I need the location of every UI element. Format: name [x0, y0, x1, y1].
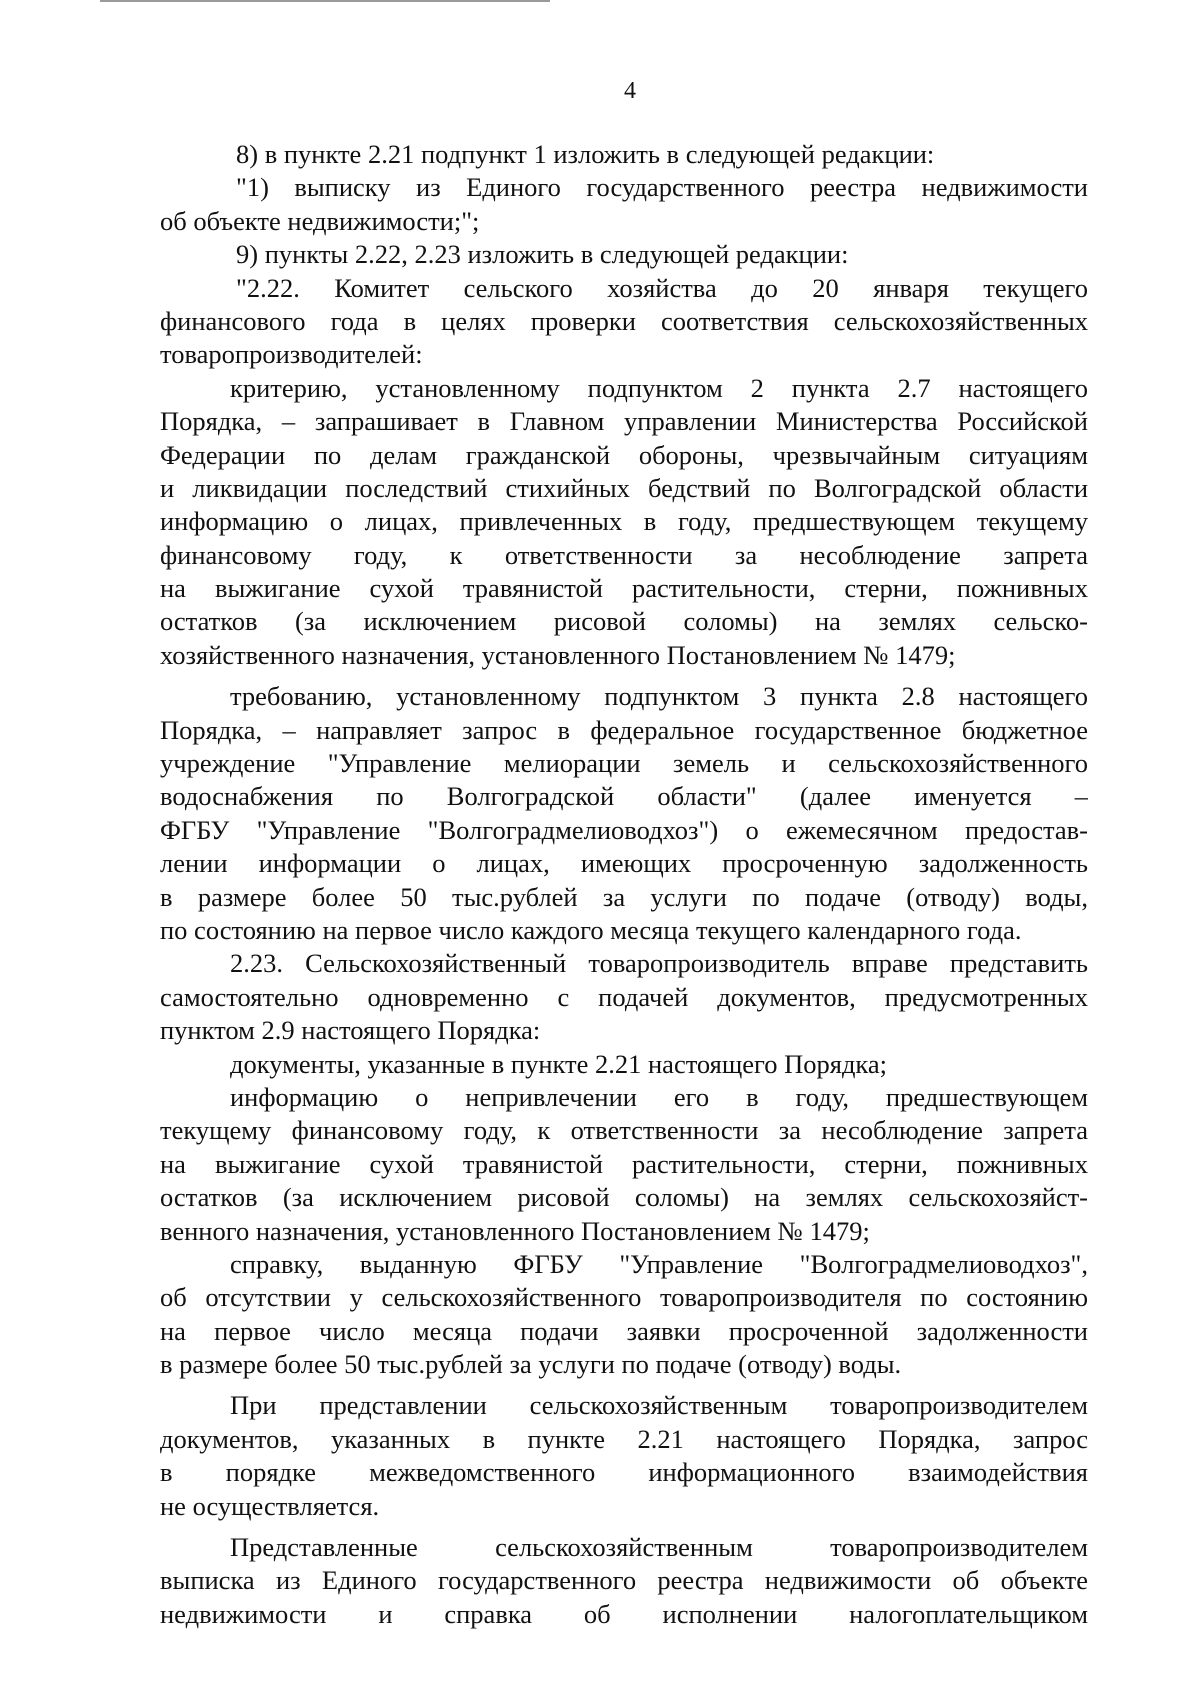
text-line: 8) в пункте 2.21 подпункт 1 изложить в следующей редакции: [236, 139, 935, 169]
text-line: в размере более 50 тыс.рублей за услуги по подаче (отводу) воды, [160, 881, 1088, 912]
text-line: Федерации по делам гражданской обороны, чрезвычайным ситуациям [160, 439, 1088, 470]
text-line: не осуществляется. [160, 1490, 380, 1521]
text-line: по состоянию на первое число каждого месяца текущего календарного года. [160, 914, 1022, 945]
text-line: водоснабжения по Волгоградской области" (далее именуется – [160, 781, 1088, 812]
paragraph-gap [160, 1523, 1088, 1531]
text-line: об отсутствии у сельскохозяйственного товаропроизводителя по состоянию [160, 1282, 1088, 1313]
text-line: Порядка, – направляет запрос в федеральное государственное бюджетное [160, 714, 1088, 745]
text-line: финансовому году, к ответственности за несоблюдение запрета [160, 539, 1088, 570]
text-line: остатков (за исключением рисовой соломы) на землях сельско- [160, 606, 1088, 637]
text-line: критерию, установленному подпунктом 2 пункта 2.7 настоящего [230, 372, 1088, 403]
text-line: документы, указанные в пункте 2.21 настоящего Порядка; [230, 1048, 888, 1079]
text-line: лении информации о лицах, имеющих просроченную задолженность [160, 848, 1088, 879]
text-line: венного назначения, установленного Постановлением № 1479; [160, 1215, 870, 1246]
text-line: пунктом 2.9 настоящего Порядка: [160, 1015, 541, 1046]
page-number: 4 [624, 78, 636, 104]
text-line: остатков (за исключением рисовой соломы) на землях сельскохозяйст- [160, 1182, 1088, 1213]
text-line: "2.22. Комитет сельского хозяйства до 20 января текущего [236, 272, 1088, 303]
paragraph-gap [160, 1381, 1088, 1389]
text-line: товаропроизводителей: [160, 339, 423, 370]
text-line: учреждение "Управление мелиорации земель и сельскохозяйственного [160, 748, 1088, 779]
text-line: на выжигание сухой травянистой растительности, стерни, пожнивных [160, 1148, 1088, 1179]
text-line: об объекте недвижимости;"; [160, 205, 480, 236]
text-line: выписка из Единого государственного реестра недвижимости об объекте [160, 1565, 1088, 1596]
text-line: 9) пункты 2.22, 2.23 изложить в следующей редакции: [236, 239, 849, 270]
document-body [160, 138, 1088, 1631]
text-line: ФГБУ "Управление "Волгоградмелиоводхоз") о ежемесячном предостав- [160, 814, 1088, 845]
text-line: и ликвидации последствий стихийных бедствий по Волгоградской области [160, 472, 1088, 503]
text-line: самостоятельно одновременно с подачей документов, предусмотренных [160, 981, 1088, 1012]
text-line: Порядка, – запрашивает в Главном управлении Министерства Российской [160, 406, 1088, 437]
text-line: в порядке межведомственного информационного взаимодействия [160, 1457, 1088, 1488]
text-line: справку, выданную ФГБУ "Управление "Волгоградмелиоводхоз", [230, 1248, 1088, 1279]
text-line: Представленные сельскохозяйственным товаропроизводителем [230, 1532, 1088, 1563]
text-line: на первое число месяца подачи заявки просроченной задолженности [160, 1315, 1088, 1346]
text-line: информацию о непривлечении его в году, предшествующем [230, 1081, 1088, 1112]
text-line: на выжигание сухой травянистой растительности, стерни, пожнивных [160, 573, 1088, 604]
text-line: текущему финансовому году, к ответственности за несоблюдение запрета [160, 1115, 1088, 1146]
text-line: требованию, установленному подпунктом 3 пункта 2.8 настоящего [230, 681, 1088, 712]
text-line: информацию о лицах, привлеченных в году, предшествующем текущему [160, 506, 1088, 537]
text-line: в размере более 50 тыс.рублей за услуги по подаче (отводу) воды. [160, 1349, 902, 1380]
text-line: недвижимости и справка об исполнении налогоплательщиком [160, 1598, 1088, 1629]
text-line: хозяйственного назначения, установленного Постановлением № 1479; [160, 639, 956, 670]
text-line: При представлении сельскохозяйственным товаропроизводителем [230, 1390, 1088, 1421]
text-line: 2.23. Сельскохозяйственный товаропроизводитель вправе представить [230, 948, 1088, 979]
text-line: финансового года в целях проверки соответствия сельскохозяйственных [160, 305, 1088, 336]
paragraph-gap [160, 672, 1088, 680]
text-line: "1) выписку из Единого государственного реестра недвижимости [236, 172, 1088, 203]
text-line: документов, указанных в пункте 2.21 настоящего Порядка, запрос [160, 1423, 1088, 1454]
